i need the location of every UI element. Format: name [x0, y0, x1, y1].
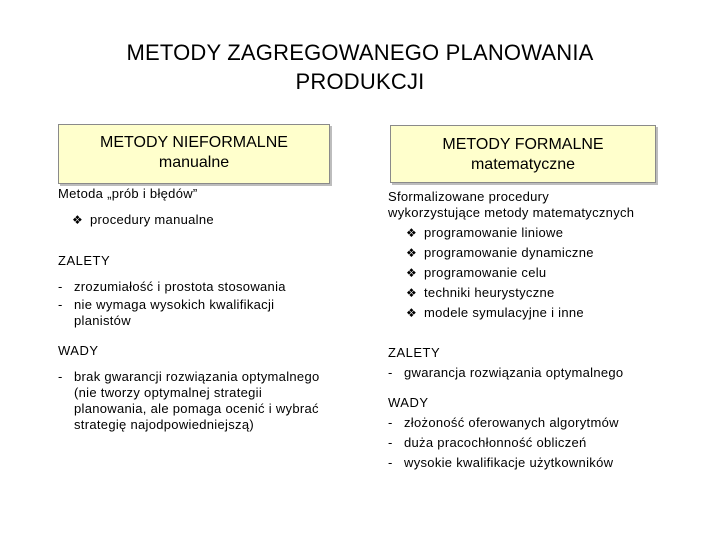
- dash-bullet: -: [388, 455, 393, 470]
- dash-bullet: -: [388, 365, 393, 380]
- bullet-text: procedury manualne: [90, 212, 214, 227]
- con-text: duża pracochłonność obliczeń: [404, 435, 587, 450]
- formal-techniques-list: [406, 225, 668, 321]
- formal-methods-column: [388, 189, 668, 471]
- list-item: [388, 455, 668, 471]
- bullet-text: techniki heurystyczne: [424, 285, 555, 300]
- dash-bullet: -: [58, 297, 63, 312]
- formal-methods-subtitle: matematyczne: [470, 156, 576, 173]
- pro-text: zrozumiałość i prostota stosowania: [74, 279, 286, 294]
- formal-cons-heading: WADY: [388, 395, 429, 410]
- formal-intro-line-2: wykorzystujące metody matematycznych: [388, 205, 635, 220]
- con-text: złożoność oferowanych algorytmów: [404, 415, 619, 430]
- list-item: [388, 415, 668, 431]
- informal-methods-box: [58, 124, 330, 184]
- formal-methods-box: [390, 125, 656, 183]
- informal-cons-heading: WADY: [58, 343, 99, 358]
- bullet-text: programowanie liniowe: [424, 225, 564, 240]
- list-item: [406, 225, 668, 241]
- formal-pros-heading: ZALETY: [388, 345, 441, 360]
- list-item: [72, 212, 333, 228]
- list-item: [388, 365, 668, 381]
- bullet-text: programowanie celu: [424, 265, 547, 280]
- list-item: [388, 435, 668, 451]
- list-item: [58, 369, 333, 433]
- pro-text: nie wymaga wysokich kwalifikacji planistów: [74, 297, 275, 328]
- diamond-bullet-icon: ❖: [72, 213, 84, 227]
- list-item: [406, 285, 668, 301]
- dash-bullet: -: [388, 435, 393, 450]
- title-line-2: PRODUKCJI: [295, 69, 425, 94]
- informal-intro: Metoda „prób i błędów”: [58, 186, 198, 201]
- con-text: wysokie kwalifikacje użytkowników: [404, 455, 614, 470]
- diamond-bullet-icon: ❖: [406, 246, 418, 260]
- list-item: [58, 279, 333, 295]
- diamond-bullet-icon: ❖: [406, 306, 418, 320]
- list-item: [58, 297, 333, 329]
- dash-bullet: -: [58, 279, 63, 294]
- title-line-1: METODY ZAGREGOWANEGO PLANOWANIA: [126, 40, 594, 65]
- diamond-bullet-icon: ❖: [406, 226, 418, 240]
- informal-methods-subtitle: manualne: [158, 154, 230, 171]
- list-item: [406, 265, 668, 281]
- pro-text: gwarancja rozwiązania optymalnego: [404, 365, 624, 380]
- formal-methods-title: METODY FORMALNE: [442, 136, 604, 153]
- diamond-bullet-icon: ❖: [406, 286, 418, 300]
- list-item: [406, 305, 668, 321]
- diamond-bullet-icon: ❖: [406, 266, 418, 280]
- bullet-text: programowanie dynamiczne: [424, 245, 594, 260]
- dash-bullet: -: [58, 369, 63, 384]
- informal-methods-title: METODY NIEFORMALNE: [100, 134, 288, 151]
- formal-intro-line-1: Sformalizowane procedury: [388, 189, 550, 204]
- dash-bullet: -: [388, 415, 393, 430]
- informal-methods-column: [58, 186, 333, 433]
- list-item: [406, 245, 668, 261]
- con-text: brak gwarancji rozwiązania optymalnego (nie tworzy optymalnej strategii planowania, ale pomaga ocenić i wybrać strategię najodpowiedniejszą): [74, 369, 320, 432]
- bullet-text: modele symulacyjne i inne: [424, 305, 584, 320]
- informal-pros-heading: ZALETY: [58, 253, 111, 268]
- page-title: [80, 38, 640, 96]
